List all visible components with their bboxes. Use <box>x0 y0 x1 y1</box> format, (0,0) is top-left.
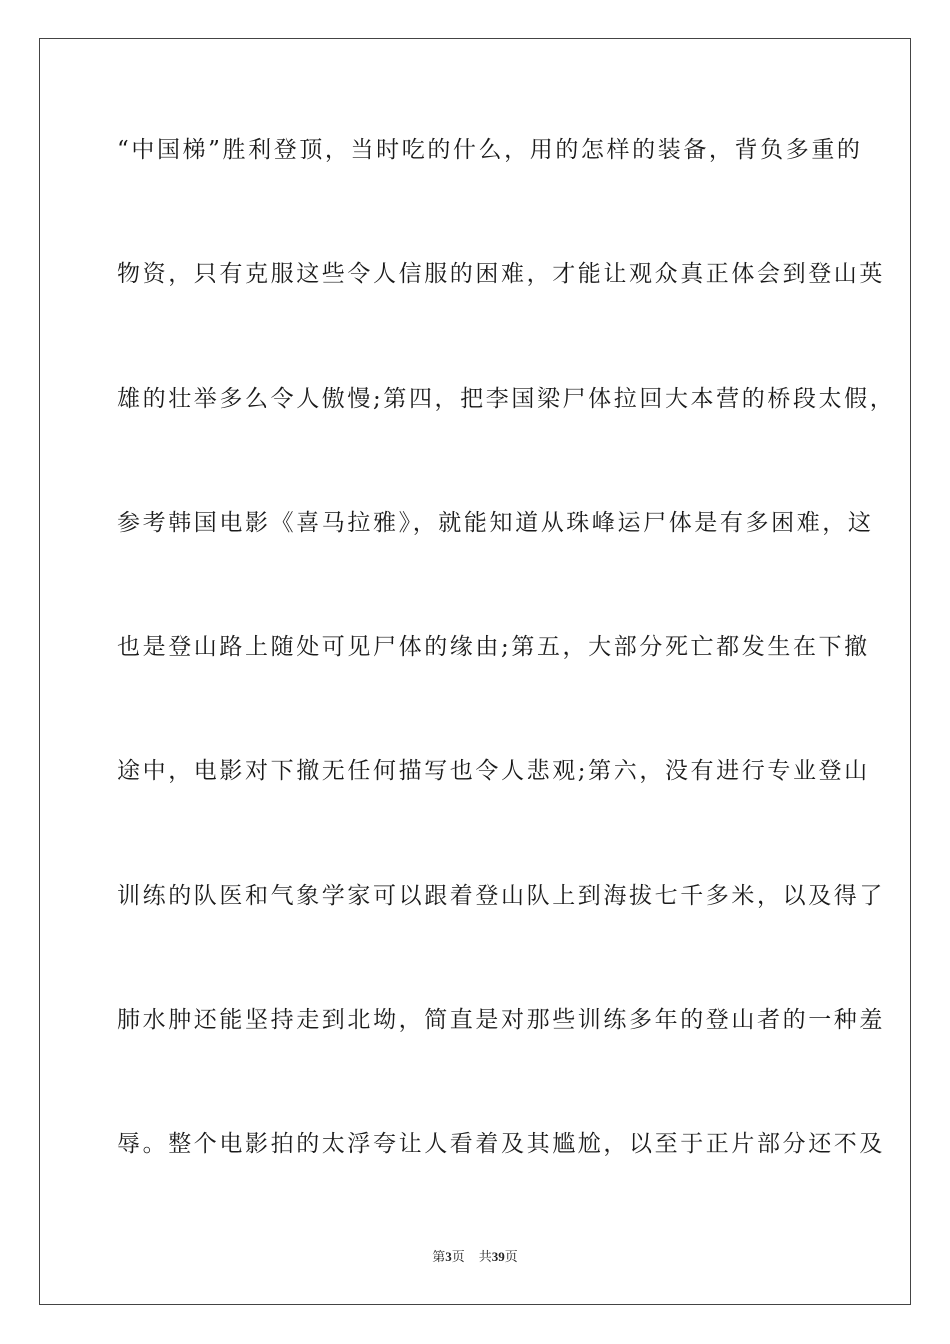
total-prefix: 共 <box>478 1249 492 1264</box>
text-line-9: 辱。整个电影拍的太浮夸让人看着及其尴尬，以至于正片部分还不及 <box>117 1131 885 1158</box>
page-footer <box>0 1246 950 1265</box>
text-line-2: 物资，只有克服这些令人信服的困难，才能让观众真正体会到登山英 <box>117 261 885 288</box>
text-line-7: 训练的队医和气象学家可以跟着登山队上到海拔七千多米，以及得了 <box>117 882 885 909</box>
text-line-5: 也是登山路上随处可见尸体的缘由;第五，大部分死亡都发生在下撤 <box>117 634 870 661</box>
page-indicator <box>432 1249 465 1264</box>
total-indicator <box>479 1249 518 1264</box>
total-pages: 39 <box>491 1249 505 1264</box>
body-text <box>117 129 896 1248</box>
text-line-3: 雄的壮举多么令人傲慢;第四，把李国梁尸体拉回大本营的桥段太假， <box>117 385 896 412</box>
page-suffix: 页 <box>451 1249 465 1264</box>
text-line-8: 肺水肿还能坚持走到北坳，简直是对那些训练多年的登山者的一种羞 <box>117 1007 885 1034</box>
page-number: 3 <box>445 1249 452 1264</box>
text-line-4: 参考韩国电影《喜马拉雅》，就能知道从珠峰运尸体是有多困难，这 <box>117 509 874 536</box>
page-prefix: 第 <box>432 1249 446 1264</box>
text-line-6: 途中，电影对下撤无任何描写也令人悲观;第六，没有进行专业登山 <box>117 758 870 785</box>
text-line-1: “中国梯”胜利登顶，当时吃的什么，用的怎样的装备，背负多重的 <box>117 137 863 163</box>
total-suffix: 页 <box>504 1249 518 1264</box>
